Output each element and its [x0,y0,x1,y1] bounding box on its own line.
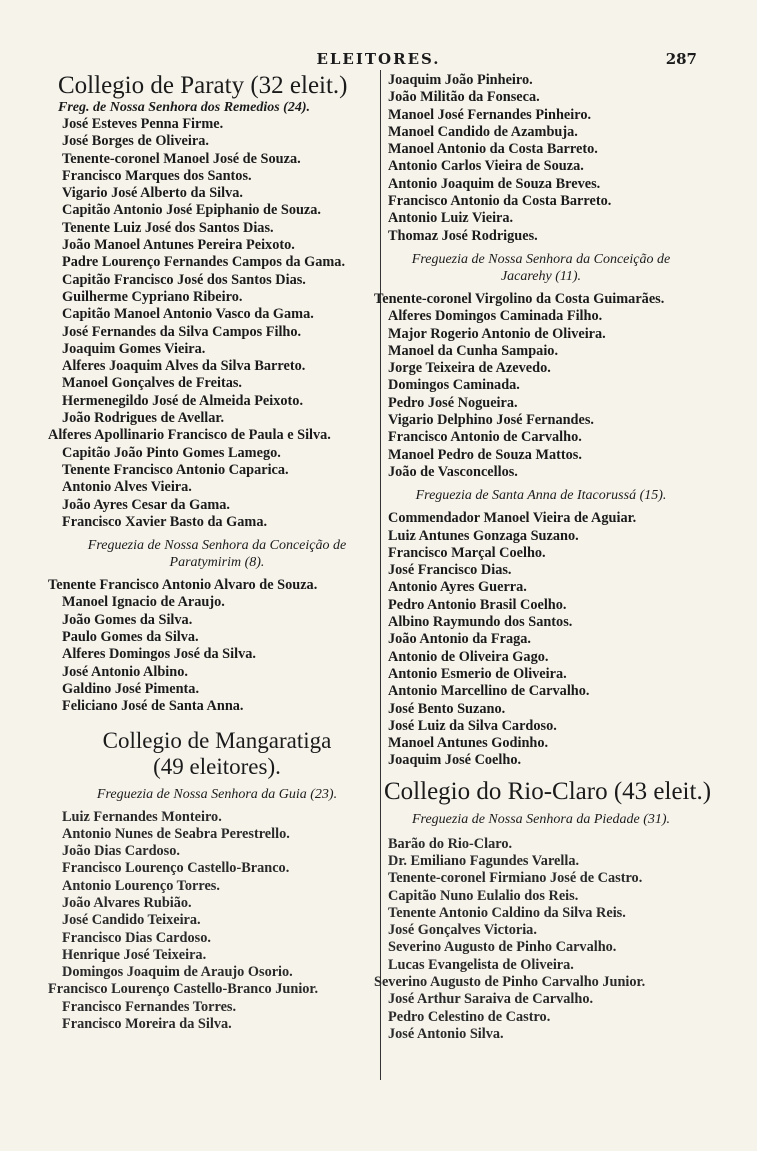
college-heading-mangaratiba-count: (49 eleitores). [153,753,281,779]
elector-name: Domingos Joaquim de Araujo Osorio. [62,964,293,981]
name-list [48,577,376,715]
parish-heading: Freguezia de Nossa Senhora da Conceição de Paratymirim (8). [87,538,347,571]
elector-name: Joaquim João Pinheiro. [388,72,533,88]
elector-name: Luiz Antunes Gonzaga Suzano. [388,527,579,544]
name-list [384,510,698,769]
elector-name: Antonio Alves Vieira. [62,479,192,496]
elector-name: Joaquim José Coelho. [388,752,522,769]
elector-name: Tenente-coronel Firmiano José de Castro. [388,870,643,887]
elector-name: Tenente Francisco Antonio Caparica. [62,461,289,478]
elector-name: Manoel Antunes Godinho. [388,735,549,752]
name-list [48,808,376,1034]
parish-heading: Freguezia de Santa Anna de Itacorussá (15). [415,488,667,504]
elector-name: Antonio Ayres Guerra. [388,579,527,596]
elector-name: Francisco Lourenço Castello-Branco Junior. [48,981,319,998]
elector-name: Antonio Joaquim de Souza Breves. [388,175,601,192]
elector-name: Capitão Francisco José dos Santos Dias. [62,271,306,288]
elector-name: Tenente Luiz José dos Santos Dias. [62,219,274,236]
elector-name: José Francisco Dias. [388,562,512,579]
elector-name: Antonio Carlos Vieira de Souza. [388,158,584,175]
elector-name: Major Rogerio Antonio de Oliveira. [388,325,606,342]
elector-name: Francisco Antonio da Costa Barreto. [388,193,612,210]
elector-name: Tenente Antonio Caldino da Silva Reis. [388,904,626,921]
parish-heading: Freguezia de Nossa Senhora da Piedade (31). [411,811,671,827]
elector-name: João de Vasconcellos. [388,463,518,480]
elector-name: Manoel José Fernandes Pinheiro. [388,106,592,123]
college-heading-paraty: Collegio de Paraty (32 eleit.) [58,72,348,99]
elector-name: José Gonçalves Victoria. [388,922,537,939]
elector-name: Guilherme Cypriano Ribeiro. [62,288,243,305]
elector-name: Francisco Marçal Coelho. [388,544,546,561]
elector-name: João Rodrigues de Avellar. [62,410,225,427]
elector-name: João Ayres Cesar da Gama. [62,496,230,513]
elector-name: Paulo Gomes da Silva. [62,629,199,646]
elector-name: José Borges de Oliveira. [62,133,209,150]
elector-name: Hermenegildo José de Almeida Peixoto. [62,392,304,409]
elector-name: João Alvares Rubião. [62,894,192,911]
elector-name: Tenente-coronel Manoel José de Souza. [62,150,301,167]
college-heading-rio-claro: Collegio do Rio-Claro (43 eleit.) [384,777,712,805]
elector-name: Francisco Lourenço Castello-Branco. [62,860,290,877]
elector-name: Manoel Pedro de Souza Mattos. [388,446,582,463]
college-heading-mangaratiba: Collegio de Mangaratiga [102,727,332,753]
page-title: ELEITORES. [316,50,441,68]
elector-name: José Candido Teixeira. [62,912,201,929]
elector-name: Francisco Moreira da Silva. [62,1016,232,1033]
elector-name: Padre Lourenço Fernandes Campos da Gama. [62,254,346,271]
elector-name: Francisco Antonio de Carvalho. [388,429,582,446]
elector-name: Manoel da Cunha Sampaio. [388,342,559,359]
elector-name: Capitão Nuno Eulalio dos Reis. [388,887,579,904]
elector-name: Lucas Evangelista de Oliveira. [388,956,574,973]
name-list [374,290,698,481]
elector-name: José Bento Suzano. [388,700,506,717]
parish-heading: Freguezia de Nossa Senhora da Conceição de Jacarehy (11). [411,251,671,284]
elector-name: Antonio Lourenço Torres. [62,877,220,894]
elector-name: Manoel Ignacio de Araujo. [62,594,225,611]
elector-name: Albino Raymundo dos Santos. [388,614,573,631]
elector-name: Vigario Delphino José Fernandes. [388,412,594,429]
elector-name: Antonio Nunes de Seabra Perestrello. [62,825,290,842]
elector-name: Thomaz José Rodrigues. [388,227,538,244]
elector-name: José Fernandes da Silva Campos Filho. [62,323,302,340]
elector-name: José Antonio Silva. [388,1025,504,1042]
elector-name: Luiz Fernandes Monteiro. [62,808,222,825]
elector-name: Francisco Dias Cardoso. [62,929,211,946]
elector-name: Severino Augusto de Pinho Carvalho Junior. [374,974,646,991]
left-column [48,72,376,1033]
elector-name: José Arthur Saraiva de Carvalho. [388,991,594,1008]
elector-name: Dr. Emiliano Fagundes Varella. [388,852,580,869]
elector-name: Barão do Rio-Claro. [388,835,513,852]
elector-name: Joaquim Gomes Vieira. [62,340,206,357]
elector-name: Henrique José Teixeira. [62,946,207,963]
elector-name: Pedro Antonio Brasil Coelho. [388,596,567,613]
elector-name: Antonio Luiz Vieira. [388,210,514,227]
name-list [48,116,376,531]
elector-name: Capitão João Pinto Gomes Lamego. [62,444,281,461]
elector-name: José Antonio Albino. [62,663,188,680]
elector-name: Tenente-coronel Virgolino da Costa Guimarães. [374,290,665,307]
name-list [384,72,698,245]
running-head [0,50,757,68]
elector-name: Tenente Francisco Antonio Alvaro de Souza. [48,577,318,594]
elector-name: Feliciano José de Santa Anna. [62,698,244,715]
elector-name: Pedro José Nogueira. [388,394,518,411]
elector-name: Antonio Marcellino de Carvalho. [388,683,590,700]
elector-name: Capitão Antonio José Epiphanio de Souza. [62,202,321,219]
elector-name: João Antonio da Fraga. [388,631,531,648]
parish-heading: Freg. de Nossa Senhora dos Remedios (24). [58,100,311,115]
column-divider [380,70,381,1080]
elector-name: Manoel Candido de Azambuja. [388,123,578,140]
elector-name: Alferes Joaquim Alves da Silva Barreto. [62,358,306,375]
elector-name: Manoel Antonio da Costa Barreto. [388,141,598,158]
elector-name: João Gomes da Silva. [62,611,193,628]
parish-heading: Freguezia de Nossa Senhora da Guia (23). [96,786,338,802]
elector-name: José Luiz da Silva Cardoso. [388,717,557,734]
elector-name: Alferes Domingos Caminada Filho. [388,308,603,325]
elector-name: José Esteves Penna Firme. [62,116,224,132]
elector-name: João Militão da Fonseca. [388,89,540,106]
elector-name: Francisco Marques dos Santos. [62,167,252,184]
elector-name: Francisco Xavier Basto da Gama. [62,513,268,530]
elector-name: Francisco Fernandes Torres. [62,998,237,1015]
elector-name: Commendador Manoel Vieira de Aguiar. [388,510,637,527]
elector-name: João Manoel Antunes Pereira Peixoto. [62,237,295,254]
elector-name: Alferes Apollinario Francisco de Paula e Silva. [48,427,331,444]
elector-name: Vigario José Alberto da Silva. [62,185,243,202]
elector-name: Domingos Caminada. [388,377,520,394]
elector-name: Manoel Gonçalves de Freitas. [62,375,243,392]
elector-name: Severino Augusto de Pinho Carvalho. [388,939,617,956]
elector-name: Galdino José Pimenta. [62,680,200,697]
elector-name: Alferes Domingos José da Silva. [62,646,256,663]
elector-name: Antonio Esmerio de Oliveira. [388,665,567,682]
right-column [374,72,712,1043]
elector-name: Pedro Celestino de Castro. [388,1008,551,1025]
elector-name: Jorge Teixeira de Azevedo. [388,360,551,377]
elector-name: Antonio de Oliveira Gago. [388,648,549,665]
elector-name: João Dias Cardoso. [62,843,180,860]
page-number: 287 [665,50,697,68]
name-list [374,835,698,1044]
elector-name: Capitão Manoel Antonio Vasco da Gama. [62,306,314,323]
